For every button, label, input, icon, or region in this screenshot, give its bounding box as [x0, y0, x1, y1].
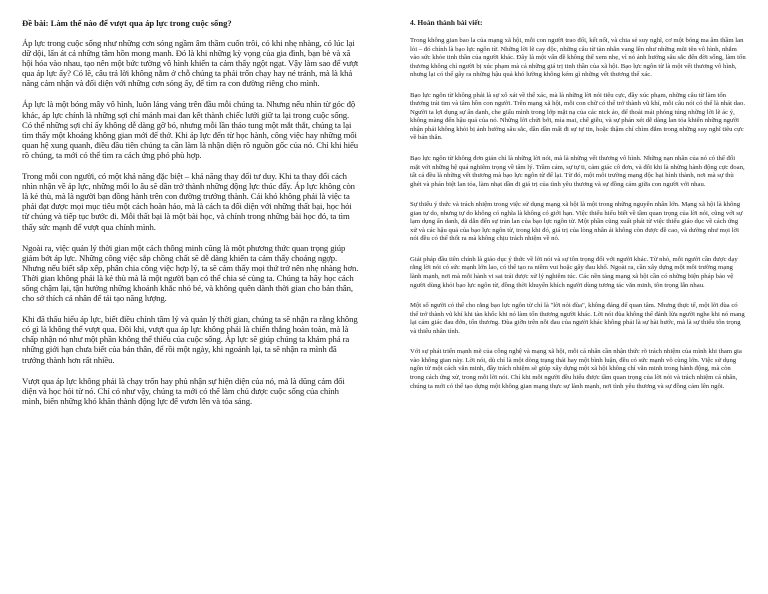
right-paragraph-7: Với sự phát triển mạnh mẽ của công nghệ và mạng xã hội, mỗi cá nhân cần nhận thức rõ trách nhiệm của mình khi tham gia vào không gian này. Lời nói, dù chỉ là một dòng trạng thái hay một bình luận, đều có sức mạnh vô cùng lớn. Việc sử dụng ngôn từ một cách văn minh, đầy trách nhiệm sẽ giúp xây dựng một xã hội không chỉ văn minh trong hành động, mà còn trong cách ứng xử, trong mỗi lời nói. Chỉ khi mỗi người đều hiểu được tầm quan trọng của lời nói và trách nhiệm cá nhân, chúng ta mới có thể tạo dựng một không gian mạng thực sự lành mạnh, nơi tình yêu thương và sự đồng cảm lên ngôi.: [410, 348, 742, 390]
right-paragraph-2: Bạo lực ngôn từ không phải là sự xô xát về thể xác, mà là những lời nói tiêu cực, đầy xúc phạm, những câu từ làm tổn thương trái tim và tâm hồn con người. Trên mạng xã hội, mỗi con chữ có thể trở thành vũ khí, mỗi câu nói có thể là nhát dao. Người ta lợi dụng sự ẩn danh, che giấu mình trong lớp mặt nạ của các nick ảo, để thoải mái phóng túng những lời lẽ ác ý, không màng đến hậu quả của nó. Những lời chửi bới, mỉa mai, chế giễu, và sự phán xét dễ dàng lan tỏa khiến những người nhận phải không khỏi bị ảnh hưởng sâu sắc, dần dần mất đi sự tự tin, hoặc thậm chí chìm đắm trong những suy nghĩ tiêu cực về bản thân.: [410, 91, 745, 142]
essay-title: Đề bài: Làm thế nào để vượt qua áp lực trong cuộc sống?: [22, 18, 232, 28]
left-paragraph-5: Khi đã thấu hiểu áp lực, biết điều chỉnh tâm lý và quản lý thời gian, chúng ta sẽ nhận ra rằng không có gì là không thể vượt qua. Đôi khi, vượt qua áp lực không phải là chiến thắng hoàn toàn, mà là chấp nhận nó như một phần không thể thiếu của cuộc sống. Áp lực sẽ giúp chúng ta khám phá ra những giới hạn chưa biết của bản thân, để rồi một ngày, khi ngoảnh lại, ta sẽ nhận ra mình đã trưởng thành hơn rất nhiều.: [22, 314, 358, 365]
right-paragraph-4: Sự thiếu ý thức và trách nhiệm trong việc sử dụng mạng xã hội là một trong những nguyên nhân lớn. Mạng xã hội là không gian tự do, nhưng tự do không có nghĩa là không có giới hạn. Việc thiếu hiểu biết về tầm quan trọng của lời nói, cũng với sự lạm dụng ẩn danh, đã dẫn đến sự tràn lan của bạo lực ngôn từ. Một phần cũng xuất phát từ việc thiếu giáo dục về cách ứng xử và các hậu quả của bạo lực ngôn từ, trong khi đó, giá trị của lòng nhân ái không còn được đề cao, và dường như mọi lời nói đều có thể thốt ra mà không chịu trách nhiệm về nó.: [410, 201, 743, 243]
essay-right-column: [410, 18, 746, 403]
left-paragraph-4: Ngoài ra, việc quản lý thời gian một cách thông minh cũng là một phương thức quan trọng giúp giảm bớt áp lực. Những công việc sắp chồng chất sẽ dễ dàng khiến ta cảm thấy choáng ngợp. Nhưng nếu biết sắp xếp, phân chia công việc hợp lý, ta sẽ cảm thấy mọi thứ trở nên nhẹ nhàng hơn. Thời gian không phải là kẻ thù mà là một người bạn có thể chia sẻ cùng ta. Chúng ta hãy học cách sống chậm lại, tận hưởng những khoảnh khắc nhỏ bé, và không quên dành thời gian cho bản thân, cho sở thích cá nhân để tái tạo năng lượng.: [22, 242, 359, 304]
right-paragraph-6: Một số người có thể cho rằng bạo lực ngôn từ chỉ là "lời nói đùa", không đáng để quan tâm. Nhưng thực tế, một lời đùa có thể trở thành vũ khí khi tàn khốc khi nó làm tổn thương người khác. Lời nói đùa không thể đánh lừa người nghe khi nó mang lại cảm giác đau đớn, tổn thương. Đùa giỡn trên nỗi đau của người khác không phải là sự hài hước, mà là sự thiếu tôn trọng và thiếu nhân tính.: [410, 302, 745, 335]
section-heading: 4. Hoàn thành bài viết:: [410, 18, 483, 27]
essay-left-column: [22, 18, 360, 417]
right-paragraph-5: Giải pháp đầu tiên chính là giáo dục ý thức về lời nói và sự tôn trọng đối với người khác. Từ nhỏ, mỗi người cần được dạy rằng lời nói có sức mạnh lớn lao, có thể tạo ra niềm vui hoặc gây đau khổ. Ngoài ra, cần xây dựng một môi trường mạng lành mạnh, nơi mà mỗi hành vi sai trái được xử lý nghiêm túc. Các nền tảng mạng xã hội cần có những biện pháp bảo vệ người dùng khỏi bạo lực ngôn từ, đồng thời khuyến khích người dùng tương tác văn minh, tôn trọng lẫn nhau.: [410, 255, 738, 289]
left-paragraph-1: Áp lực trong cuộc sống như những cơn sóng ngầm âm thầm cuốn trôi, có khi nhẹ nhàng, có lúc lại dữ dội, lấn át cả những tâm hồn mong manh. Đó là khi những kỳ vọng của gia đình, bạn bè và xã hội hóa vào nhau, tạo nên một bức tường vô hình khiến ta cảm thấy ngột ngạt. Vậy làm sao để vượt qua áp lực ấy? Có lẽ, câu trả lời không nằm ở chỗ chúng ta phải trốn chạy hay né tránh, mà là khả năng cảm nhận và đối diện với những cơn sóng ấy, để tìm ra con đường riêng cho mình.: [22, 38, 359, 89]
left-paragraph-3: Trong mỗi con người, có một khả năng đặc biệt – khả năng thay đổi tư duy. Khi ta thay đổi cách nhìn nhận về áp lực, những mối lo âu sẽ dần trở thành những động lực thúc đẩy. Áp lực không còn là kẻ thù, mà là người bạn đồng hành trên con đường trưởng thành. Cái khó không phải là việc ta phải đạt được mọi mục tiêu một cách hoàn hảo, mà là cách ta đối diện với những thất bại, học hỏi từ chúng và tiếp tục bước đi. Mỗi thất bại là một bài học, và chính trong những bài học đó, ta tìm thấy sức mạnh để vượt qua chính mình.: [22, 171, 355, 232]
right-paragraph-3: Bạo lực ngôn từ không đơn giản chỉ là những lời nói, mà là những vết thương vô hình. Những nạn nhân của nó có thể đối mặt với những hệ quả nghiêm trọng về tâm lý. Trầm cảm, sự tự ti, cảm giác cô đơn, và đôi khi là những hành động cực đoan, tất cả đều là những vết thương mà bạo lực ngôn từ để lại. Từ đó, một môi trường mạng độc hại hình thành, nơi mà sự thù ghét và phán biệt lan tỏa, làm nhạt dần đi giá trị của tình yêu thương và sự đồng cảm giữa con người với nhau.: [410, 155, 745, 188]
left-paragraph-6: Vượt qua áp lực không phải là chạy trốn hay phủ nhận sự hiện diện của nó, mà là dũng cảm đối diện và học hỏi từ nó. Chỉ có như vậy, chúng ta mới có thể làm chủ được cuộc sống của chính mình, biến những khó khăn thành động lực để vươn lên và tỏa sáng.: [22, 375, 345, 406]
right-paragraph-1: Trong không gian bao la của mạng xã hội, mỗi con người trao đổi, kết nối, và chia sẻ suy nghĩ, cơ một bóng ma âm thầm lan lỏi – đó chính là bạo lực ngôn từ. Những lời lẽ cay độc, những câu từ tàn nhẫn vang lên như những mũi tên vô hình, nhắm vào sức khỏe tinh thần của người khác. Đây là một vấn đề không thể xem nhẹ, vì nó ảnh hưởng sâu sắc đến đời sống, làm tổn thương không chỉ người bị xúc phạm mà cả những giá trị tinh thần của xã hội. Bạo lực ngôn từ là một vết thương vô hình, nhưng lại có thể gây ra những hậu quả khó lường không kém gì những vết thương thể xác.: [410, 37, 746, 79]
left-paragraph-2: Áp lực là một bóng mây vô hình, luôn lảng vảng trên đầu mỗi chúng ta. Nhưng nếu nhìn từ góc độ khác, áp lực chính là những sợi chỉ mảnh mai đan kết thành chiếc lưới giữ ta lại trong cuộc sống. Có thể những sợi chỉ ấy không dễ dàng gỡ bỏ, nhưng mỗi lần tháo tung một mắt thắt, chúng ta lại tìm thấy một khoảng không gian mới để thở. Khi áp lực đến từ học hành, công việc hay những mối quan hệ xung quanh, điều đầu tiên chúng ta cần làm là nhận diện rõ nguồn gốc của nó. Chỉ khi hiểu rõ chúng, ta mới có thể tìm ra cách ứng phó phù hợp.: [22, 99, 359, 160]
